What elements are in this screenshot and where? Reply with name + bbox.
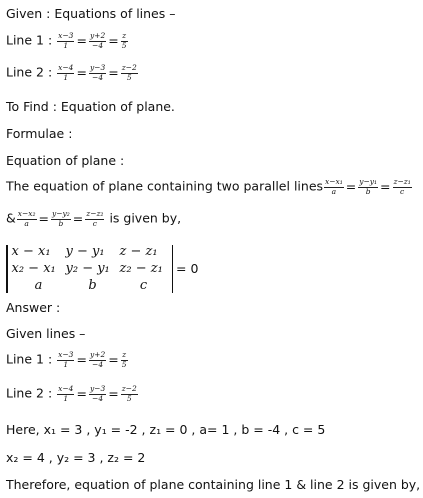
- answer-heading: Answer :: [6, 300, 61, 315]
- given-heading: Given : Equations of lines –: [6, 6, 176, 21]
- to-find: To Find : Equation of plane.: [6, 99, 175, 114]
- determinant: [6, 244, 198, 293]
- line2-label: Line 2 :: [6, 64, 53, 80]
- fraction: $\frac{\text{x−x₁}}{a}$: [325, 177, 343, 196]
- fraction: $\frac{x-4}{1}$: [58, 384, 74, 403]
- line1-equation: Line 1 : $\frac{x-3}{1}$ = $\frac{y+2}{-4}$ = $\frac{z}{5}$: [6, 31, 127, 50]
- given-values: Here, x₁ = 3 , y₁ = -2 , z₁ = 0 , a= 1 , b = -4 , c = 5: [6, 422, 326, 437]
- line1-equation-answer: Line 1 : $\frac{x-3}{1}$ = $\frac{y+2}{-4}$ = $\frac{z}{5}$: [6, 350, 127, 369]
- line2-equation-answer: Line 2 : $\frac{x-4}{1}$ = $\frac{y-3}{-4}$ = $\frac{z-2}{5}$: [6, 384, 137, 403]
- fraction: $\frac{\text{x−x₂}}{a}$: [17, 209, 36, 228]
- given-lines-heading: Given lines –: [6, 326, 86, 341]
- fraction: $\frac{\text{y−y₁}}{b}$: [359, 177, 378, 196]
- fraction: $\frac{x-4}{1}$: [58, 63, 74, 82]
- fraction: $\frac{z}{5}$: [121, 31, 127, 50]
- fraction: $\frac{z-2}{5}$: [121, 63, 137, 82]
- fraction: $\frac{y+2}{-4}$: [89, 350, 106, 369]
- fraction: $\frac{\text{y−y₂}}{b}$: [52, 209, 70, 228]
- equation-of-plane-heading: Equation of plane :: [6, 153, 125, 168]
- det-grid: x − x₁ y − y₁ z − z₁ x₂ − x₁ y₂ − y₁ z₂ − z₁ a b c: [11, 244, 163, 293]
- fraction: $\frac{y-3}{-4}$: [89, 384, 106, 403]
- fraction: $\frac{y-3}{-4}$: [89, 63, 106, 82]
- fraction: $\frac{\text{z−z₁}}{c}$: [393, 177, 411, 196]
- formula-sentence: The equation of plane containing two parallel lines $\frac{\text{x−x₁}}{a}$ = $\frac{\text{y−y₁}}{b}$ = $\frac{\text{z−z₁}}{c}$: [6, 177, 411, 196]
- line1-label: Line 1 :: [6, 32, 53, 48]
- fraction: $\frac{x-3}{1}$: [58, 350, 74, 369]
- fraction: $\frac{y+2}{-4}$: [89, 31, 106, 50]
- fraction: $\frac{z-2}{5}$: [121, 384, 137, 403]
- line2-equation: Line 2 : $\frac{x-4}{1}$ = $\frac{y-3}{-4}$ = $\frac{z-2}{5}$: [6, 63, 137, 82]
- formula-sentence-cont: & $\frac{\text{x−x₂}}{a}$ = $\frac{\text{y−y₂}}{b}$ = $\frac{\text{z−z₂}}{c}$ is given by,: [6, 209, 182, 228]
- formulae-heading: Formulae :: [6, 126, 73, 141]
- fraction: $\frac{x-3}{1}$: [58, 31, 74, 50]
- det-right-bar: [172, 245, 174, 293]
- det-rhs: = 0: [176, 261, 199, 276]
- therefore-sentence: Therefore, equation of plane containing line 1 & line 2 is given by,: [6, 477, 421, 492]
- given-values-2: x₂ = 4 , y₂ = 3 , z₂ = 2: [6, 450, 146, 465]
- fraction: $\frac{\text{z−z₂}}{c}$: [86, 209, 104, 228]
- fraction: $\frac{z}{5}$: [121, 350, 127, 369]
